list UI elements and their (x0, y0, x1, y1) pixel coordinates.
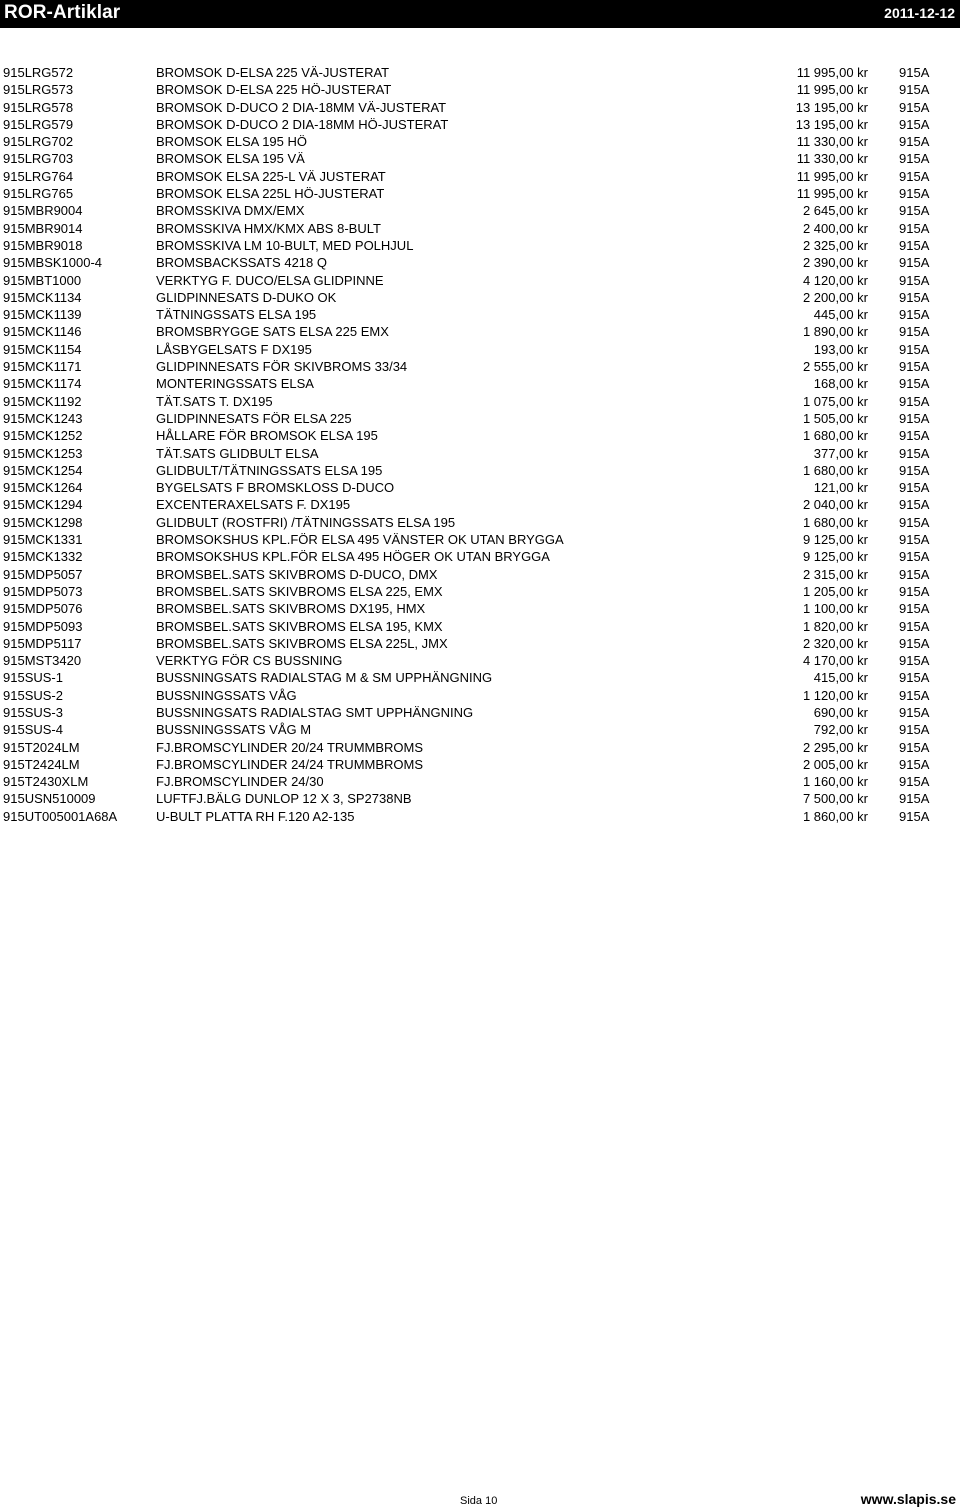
article-description: FJ.BROMSCYLINDER 24/30 (156, 774, 324, 790)
article-description: EXCENTERAXELSATS F. DX195 (156, 497, 351, 513)
article-group: 915A (899, 82, 930, 98)
article-group: 915A (899, 393, 930, 409)
article-row (0, 272, 960, 289)
article-group: 915A (899, 99, 930, 115)
article-row (0, 548, 960, 565)
article-description: TÄTNINGSSATS ELSA 195 (156, 307, 317, 323)
article-price: 1 075,00 kr (802, 393, 868, 409)
article-price: 2 295,00 kr (802, 739, 868, 755)
article-description: BUSSNINGSSATS VÅG M (156, 722, 312, 738)
article-group: 915A (899, 116, 930, 132)
article-description: TÄT.SATS T. DX195 (156, 393, 273, 409)
article-row (0, 756, 960, 773)
article-description: LÅSBYGELSATS F DX195 (156, 341, 312, 357)
article-row (0, 704, 960, 721)
article-code: 915MDP5093 (3, 618, 83, 634)
article-price: 11 330,00 kr (796, 151, 868, 167)
article-row (0, 773, 960, 790)
article-code: 915LRG578 (3, 99, 74, 115)
article-price: 1 205,00 kr (802, 583, 868, 599)
article-row (0, 635, 960, 652)
article-code: 915SUS-4 (3, 722, 63, 738)
article-group: 915A (899, 220, 930, 236)
article-group: 915A (899, 134, 930, 150)
article-price: 1 120,00 kr (802, 687, 868, 703)
article-code: 915T2024LM (3, 739, 80, 755)
article-code: 915MCK1253 (3, 445, 83, 461)
article-description: VERKTYG FÖR CS BUSSNING (156, 653, 343, 669)
article-group: 915A (899, 739, 930, 755)
article-row (0, 410, 960, 427)
article-code: 915SUS-3 (3, 704, 63, 720)
article-code: 915MCK1264 (3, 480, 83, 496)
article-code: 915T2430XLM (3, 774, 89, 790)
article-group: 915A (899, 687, 930, 703)
article-price: 121,00 kr (813, 480, 868, 496)
article-row (0, 168, 960, 185)
article-code: 915LRG764 (3, 168, 74, 184)
article-group: 915A (899, 514, 930, 530)
article-group: 915A (899, 808, 930, 824)
article-price: 9 125,00 kr (802, 549, 868, 565)
article-row (0, 116, 960, 133)
page-title: ROR-Artiklar (4, 2, 121, 23)
article-code: 915MDP5073 (3, 583, 83, 599)
article-price: 2 645,00 kr (802, 203, 868, 219)
article-row (0, 393, 960, 410)
article-description: BROMSBEL.SATS SKIVBROMS D-DUCO, DMX (156, 566, 438, 582)
article-description: BROMSOK D-DUCO 2 DIA-18MM HÖ-JUSTERAT (156, 116, 449, 132)
article-code: 915LRG702 (3, 134, 74, 150)
article-row (0, 445, 960, 462)
article-code: 915MCK1252 (3, 428, 83, 444)
article-row (0, 64, 960, 81)
article-description: BROMSOK D-ELSA 225 VÄ-JUSTERAT (156, 65, 390, 80)
article-price: 11 995,00 kr (796, 82, 868, 98)
article-row (0, 496, 960, 513)
article-price: 4 170,00 kr (802, 653, 868, 669)
article-description: BROMSBEL.SATS SKIVBROMS ELSA 225L, JMX (156, 635, 448, 651)
article-row (0, 185, 960, 202)
article-group: 915A (899, 583, 930, 599)
article-row (0, 341, 960, 358)
article-group: 915A (899, 359, 930, 375)
article-list (0, 64, 960, 825)
article-row (0, 375, 960, 392)
article-description: BUSSNINGSSATS VÅG (156, 687, 297, 703)
article-row (0, 669, 960, 686)
article-description: GLIDBULT (ROSTFRI) /TÄTNINGSSATS ELSA 195 (156, 514, 456, 530)
article-row (0, 531, 960, 548)
article-price: 690,00 kr (813, 704, 868, 720)
article-row (0, 306, 960, 323)
article-description: BUSSNINGSATS RADIALSTAG SMT UPPHÄNGNING (156, 704, 474, 720)
article-group: 915A (899, 307, 930, 323)
article-group: 915A (899, 756, 930, 772)
article-group: 915A (899, 566, 930, 582)
article-description: BROMSOK ELSA 225-L VÄ JUSTERAT (156, 168, 386, 184)
header-date: 2011-12-12 (884, 5, 955, 21)
article-price: 168,00 kr (813, 376, 868, 392)
article-code: 915MBR9014 (3, 220, 83, 236)
article-description: BROMSBRYGGE SATS ELSA 225 EMX (156, 324, 389, 340)
article-code: 915LRG573 (3, 82, 74, 98)
article-price: 377,00 kr (813, 445, 868, 461)
article-group: 915A (899, 601, 930, 617)
article-description: GLIDPINNESATS D-DUKO OK (156, 289, 337, 305)
article-code: 915MCK1139 (3, 307, 82, 323)
article-code: 915MDP5057 (3, 566, 83, 582)
article-price: 13 195,00 kr (795, 116, 868, 132)
article-group: 915A (899, 151, 930, 167)
article-group: 915A (899, 203, 930, 219)
article-description: TÄT.SATS GLIDBULT ELSA (156, 445, 319, 461)
article-row (0, 133, 960, 150)
article-row (0, 600, 960, 617)
article-group: 915A (899, 722, 930, 738)
article-code: 915USN510009 (3, 791, 96, 807)
article-group: 915A (899, 653, 930, 669)
article-description: FJ.BROMSCYLINDER 20/24 TRUMMBROMS (156, 739, 424, 755)
article-group: 915A (899, 376, 930, 392)
article-code: 915LRG579 (3, 116, 74, 132)
article-description: FJ.BROMSCYLINDER 24/24 TRUMMBROMS (156, 756, 424, 772)
article-group: 915A (899, 341, 930, 357)
article-group: 915A (899, 186, 930, 202)
page-header (0, 0, 960, 28)
article-row (0, 462, 960, 479)
article-price: 2 315,00 kr (802, 566, 868, 582)
article-price: 2 200,00 kr (802, 289, 868, 305)
article-description: BROMSSKIVA LM 10-BULT, MED POLHJUL (156, 237, 414, 253)
article-row (0, 254, 960, 271)
article-description: BUSSNINGSATS RADIALSTAG M & SM UPPHÄNGNING (156, 670, 493, 686)
article-code: 915MCK1134 (3, 289, 82, 305)
article-code: 915T2424LM (3, 756, 80, 772)
article-code: 915MCK1171 (3, 359, 82, 375)
article-description: BROMSOK ELSA 225L HÖ-JUSTERAT (156, 186, 385, 202)
article-group: 915A (899, 480, 930, 496)
article-price: 1 680,00 kr (802, 428, 868, 444)
article-price: 2 325,00 kr (802, 237, 868, 253)
article-code: 915MCK1192 (3, 393, 82, 409)
article-group: 915A (899, 324, 930, 340)
article-group: 915A (899, 635, 930, 651)
article-group: 915A (899, 774, 930, 790)
article-group: 915A (899, 532, 930, 548)
article-description: LUFTFJ.BÄLG DUNLOP 12 X 3, SP2738NB (156, 791, 412, 807)
article-price: 1 160,00 kr (802, 774, 868, 790)
article-row (0, 618, 960, 635)
page-number: Sida 10 (460, 1495, 498, 1507)
article-description: BROMSBEL.SATS SKIVBROMS ELSA 195, KMX (156, 618, 443, 634)
article-row (0, 150, 960, 167)
article-code: 915MBR9004 (3, 203, 83, 219)
article-code: 915MBR9018 (3, 237, 83, 253)
article-price: 1 505,00 kr (802, 410, 868, 426)
article-group: 915A (899, 65, 930, 80)
article-price: 1 680,00 kr (802, 462, 868, 478)
article-price: 11 995,00 kr (796, 65, 868, 80)
article-code: 915UT005001A68A (3, 808, 118, 824)
article-group: 915A (899, 272, 930, 288)
article-group: 915A (899, 289, 930, 305)
article-row (0, 479, 960, 496)
article-description: BYGELSATS F BROMSKLOSS D-DUCO (156, 480, 395, 496)
article-code: 915MCK1331 (3, 532, 83, 548)
article-price: 2 320,00 kr (802, 635, 868, 651)
article-description: BROMSOK D-ELSA 225 HÖ-JUSTERAT (156, 82, 392, 98)
article-group: 915A (899, 255, 930, 271)
article-description: U-BULT PLATTA RH F.120 A2-135 (156, 808, 355, 824)
article-row (0, 790, 960, 807)
article-group: 915A (899, 791, 930, 807)
article-row (0, 721, 960, 738)
article-price: 2 555,00 kr (802, 359, 868, 375)
article-code: 915LRG572 (3, 65, 74, 80)
article-row (0, 202, 960, 219)
article-description: GLIDBULT/TÄTNINGSSATS ELSA 195 (156, 462, 383, 478)
article-price: 7 500,00 kr (802, 791, 868, 807)
article-row (0, 323, 960, 340)
article-price: 11 995,00 kr (796, 186, 868, 202)
article-group: 915A (899, 670, 930, 686)
article-row (0, 99, 960, 116)
article-code: 915MCK1146 (3, 324, 82, 340)
article-description: BROMSBEL.SATS SKIVBROMS ELSA 225, EMX (156, 583, 443, 599)
article-price: 2 390,00 kr (802, 255, 868, 271)
article-code: 915MCK1254 (3, 462, 83, 478)
article-group: 915A (899, 704, 930, 720)
article-row (0, 566, 960, 583)
article-description: BROMSOK ELSA 195 VÄ (156, 151, 305, 167)
article-price: 792,00 kr (813, 722, 868, 738)
article-row (0, 289, 960, 306)
article-price: 11 330,00 kr (796, 134, 868, 150)
article-price: 1 100,00 kr (802, 601, 868, 617)
article-row (0, 220, 960, 237)
article-code: 915LRG765 (3, 186, 74, 202)
article-row (0, 687, 960, 704)
article-price: 13 195,00 kr (795, 99, 868, 115)
article-group: 915A (899, 410, 930, 426)
article-price: 2 400,00 kr (802, 220, 868, 236)
article-row (0, 237, 960, 254)
article-code: 915MBSK1000-4 (3, 255, 103, 271)
article-price: 2 040,00 kr (802, 497, 868, 513)
article-group: 915A (899, 549, 930, 565)
article-row (0, 808, 960, 825)
article-description: HÅLLARE FÖR BROMSOK ELSA 195 (156, 428, 378, 444)
article-description: BROMSOKSHUS KPL.FÖR ELSA 495 VÄNSTER OK UTAN BRYGGA (156, 532, 564, 548)
article-code: 915MCK1174 (3, 376, 82, 392)
article-row (0, 583, 960, 600)
article-price: 11 995,00 kr (796, 168, 868, 184)
article-code: 915MST3420 (3, 653, 82, 669)
article-code: 915MCK1243 (3, 410, 83, 426)
article-price: 2 005,00 kr (802, 756, 868, 772)
article-code: 915SUS-1 (3, 670, 63, 686)
article-code: 915MCK1154 (3, 341, 82, 357)
article-group: 915A (899, 428, 930, 444)
article-row (0, 81, 960, 98)
article-row (0, 652, 960, 669)
article-code: 915MCK1294 (3, 497, 83, 513)
article-code: 915MBT1000 (3, 272, 82, 288)
article-description: BROMSOK D-DUCO 2 DIA-18MM VÄ-JUSTERAT (156, 99, 447, 115)
article-price: 1 680,00 kr (802, 514, 868, 530)
article-price: 193,00 kr (813, 341, 868, 357)
article-group: 915A (899, 497, 930, 513)
article-code: 915MDP5076 (3, 601, 83, 617)
article-row (0, 427, 960, 444)
article-price: 1 860,00 kr (802, 808, 868, 824)
article-row (0, 739, 960, 756)
article-description: BROMSSKIVA HMX/KMX ABS 8-BULT (156, 220, 381, 236)
article-description: BROMSOKSHUS KPL.FÖR ELSA 495 HÖGER OK UTAN BRYGGA (156, 549, 550, 565)
article-group: 915A (899, 168, 930, 184)
article-code: 915LRG703 (3, 151, 74, 167)
article-group: 915A (899, 445, 930, 461)
article-description: MONTERINGSSATS ELSA (156, 376, 314, 392)
article-price: 9 125,00 kr (802, 532, 868, 548)
article-code: 915SUS-2 (3, 687, 63, 703)
article-description: BROMSBEL.SATS SKIVBROMS DX195, HMX (156, 601, 426, 617)
article-group: 915A (899, 618, 930, 634)
article-code: 915MCK1298 (3, 514, 83, 530)
article-price: 415,00 kr (813, 670, 868, 686)
article-description: BROMSBACKSSATS 4218 Q (156, 255, 327, 271)
article-price: 1 820,00 kr (802, 618, 868, 634)
article-description: VERKTYG F. DUCO/ELSA GLIDPINNE (156, 272, 384, 288)
article-description: GLIDPINNESATS FÖR ELSA 225 (156, 410, 352, 426)
article-group: 915A (899, 237, 930, 253)
article-code: 915MDP5117 (3, 635, 82, 651)
article-group: 915A (899, 462, 930, 478)
article-row (0, 514, 960, 531)
article-description: BROMSOK ELSA 195 HÖ (156, 134, 308, 150)
article-price: 1 890,00 kr (802, 324, 868, 340)
article-row (0, 358, 960, 375)
article-price: 4 120,00 kr (802, 272, 868, 288)
website-link[interactable]: www.slapis.se (860, 1491, 956, 1507)
article-description: GLIDPINNESATS FÖR SKIVBROMS 33/34 (156, 359, 408, 375)
article-description: BROMSSKIVA DMX/EMX (156, 203, 305, 219)
article-price: 445,00 kr (813, 307, 868, 323)
article-code: 915MCK1332 (3, 549, 83, 565)
